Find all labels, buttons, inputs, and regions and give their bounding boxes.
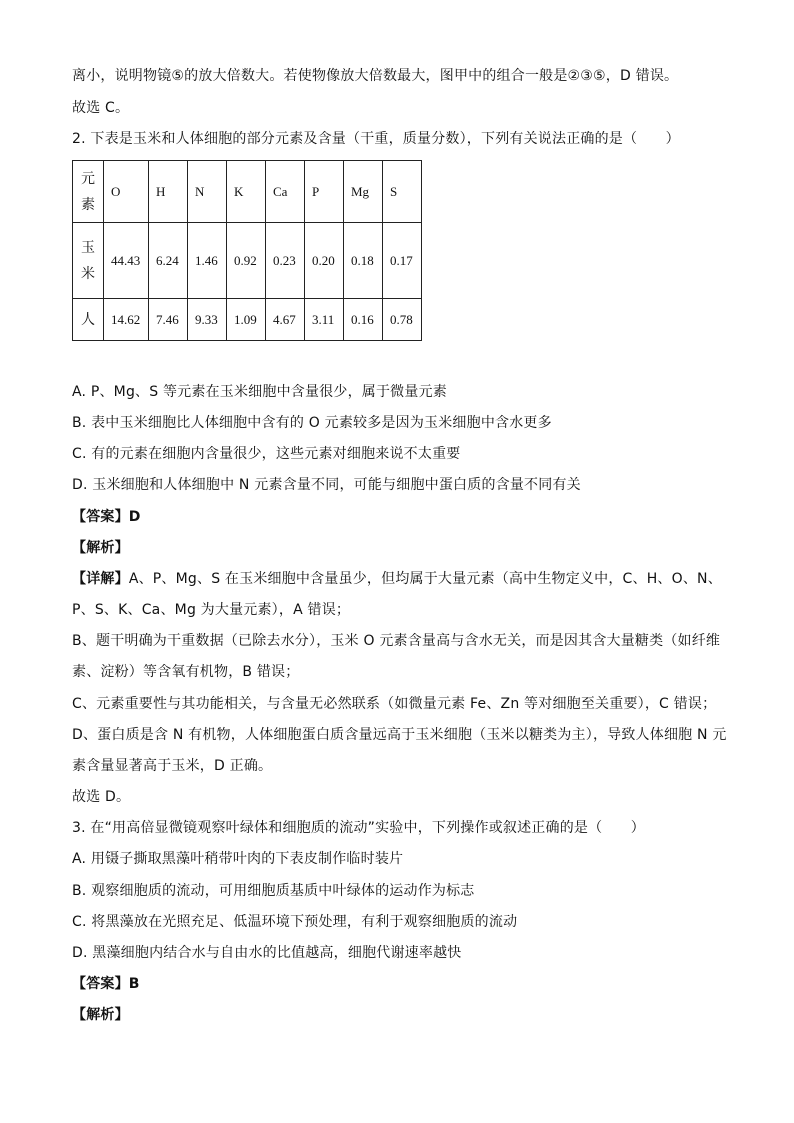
table-cell: 0.92 [234,252,257,268]
detail-line: 素含量显著高于玉米，D 正确。 [72,758,273,774]
analysis-label: 【解析】 [72,1007,129,1023]
text-line: 离小，说明物镜⑤的放大倍数大。若使物像放大倍数最大，图甲中的组合一般是②③⑤，D 错误。 [72,68,679,84]
answer-label: 【答案】D [72,509,141,525]
detail-line: B、题干明确为干重数据（已除去水分），玉米 O 元素含量高与含水无关，而是因其含大量糖类（如纤维 [72,633,721,649]
detail-line: P、S、K、Ca、Mg 为大量元素），A 错误； [72,602,351,618]
option-b: B. 表中玉米细胞比人体细胞中含有的 O 元素较多是因为玉米细胞中含水更多 [72,415,552,431]
option-a: A. P、Mg、S 等元素在玉米细胞中含量很少，属于微量元素 [72,384,447,400]
table-cell: 0.17 [390,252,413,268]
table-cell: 3.11 [312,311,335,327]
detail-line: 故选 D。 [72,789,131,805]
table-header-cell: K [234,183,244,199]
option-c: C. 有的元素在细胞内含量很少，这些元素对细胞来说不太重要 [72,446,461,462]
option-d: D. 黑藻细胞内结合水与自由水的比值越高，细胞代谢速率越快 [72,945,462,961]
table-cell: 9.33 [195,311,218,327]
table-cell: 0.16 [351,311,374,327]
table-cell: 4.67 [273,311,296,327]
analysis-label: 【解析】 [72,540,129,556]
detail-line: 素、淀粉）等含氧有机物，B 错误； [72,664,300,680]
text-line: 故选 C。 [72,100,130,116]
option-d: D. 玉米细胞和人体细胞中 N 元素含量不同，可能与细胞中蛋白质的含量不同有关 [72,477,581,493]
table-header-cell: Ca [273,183,288,199]
detail-line: D、蛋白质是含 N 有机物，人体细胞蛋白质含量远高于玉米细胞（玉米以糖类为主），导致人体细胞 N 元 [72,727,727,743]
table-row-label: 人 [73,299,104,341]
table-cell: 0.23 [273,252,296,268]
table-cell: 0.20 [312,252,335,268]
element-content-table [72,160,422,341]
option-a: A. 用镊子撕取黑藻叶稍带叶肉的下表皮制作临时装片 [72,851,404,867]
question-3-stem: 3. 在“用高倍显微镜观察叶绿体和细胞质的流动”实验中，下列操作或叙述正确的是（ ） [72,820,645,836]
table-cell: 0.18 [351,252,374,268]
answer-label: 【答案】B [72,976,140,992]
detail-line: C、元素重要性与其功能相关，与含量无必然联系（如微量元素 Fe、Zn 等对细胞至关重要），C 错误； [72,696,717,712]
table-header-cell: S [390,183,398,199]
table-row-label: 玉 米 [73,223,104,299]
table-cell: 0.78 [390,311,413,327]
table-cell: 1.46 [195,252,218,268]
option-c: C. 将黑藻放在光照充足、低温环境下预处理，有利于观察细胞质的流动 [72,914,518,930]
table-header-cell: O [111,183,121,199]
detail-line: 【详解】A、P、Mg、S 在玉米细胞中含量虽少，但均属于大量元素（高中生物定义中，C、H、O、N、 [72,571,722,587]
table-header-cell: Mg [351,183,370,199]
table-cell: 44.43 [111,252,141,268]
table-header-cell: N [195,183,205,199]
table-cell: 7.46 [156,311,179,327]
table-header-row [73,161,422,223]
table-row [73,223,422,299]
table-row [73,299,422,341]
table-cell: 14.62 [111,311,141,327]
table-cell: 1.09 [234,311,257,327]
table-header-cell: H [156,183,166,199]
table-header-label: 元 素 [73,161,104,223]
question-2-stem: 2. 下表是玉米和人体细胞的部分元素及含量（干重，质量分数），下列有关说法正确的是（ ） [72,131,680,147]
option-b: B. 观察细胞质的流动，可用细胞质基质中叶绿体的运动作为标志 [72,883,475,899]
table-cell: 6.24 [156,252,179,268]
table-header-cell: P [312,183,320,199]
